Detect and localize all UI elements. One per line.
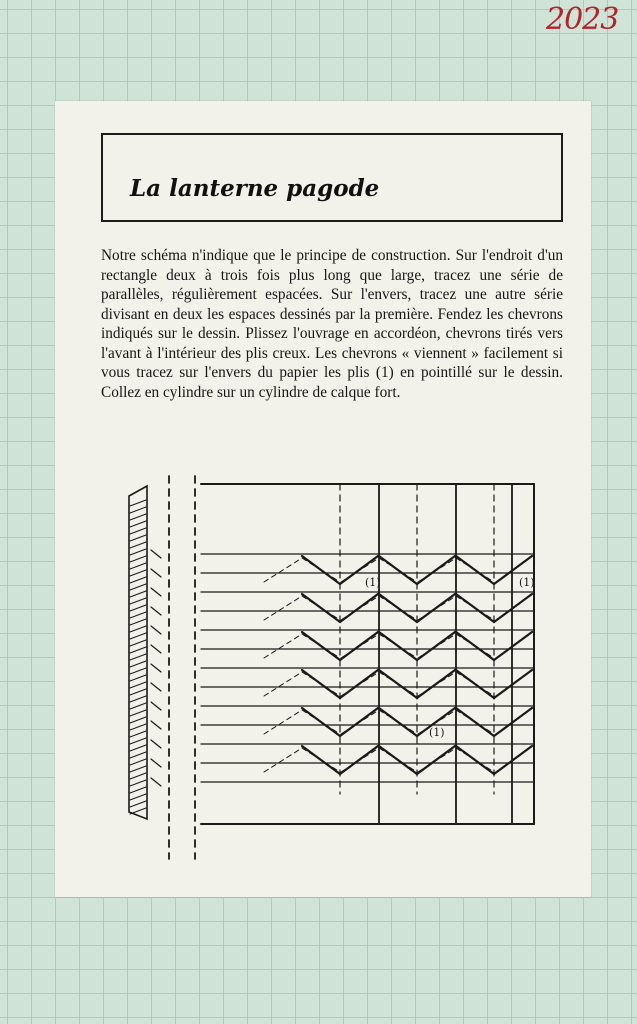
chevron-stroke — [456, 708, 494, 736]
chevron-stroke — [494, 632, 532, 660]
hatch-line — [130, 514, 146, 520]
hatch-line — [130, 682, 146, 688]
hatch-line — [130, 528, 146, 534]
hatch-line — [130, 598, 146, 604]
left-tick-mark — [151, 550, 161, 558]
hatch-line — [130, 787, 146, 793]
chevron-stroke — [456, 632, 494, 660]
hatch-line — [130, 570, 146, 576]
left-tick-mark — [151, 702, 161, 710]
hatch-line — [130, 731, 146, 737]
hatch-line — [130, 619, 146, 625]
chevron-stroke — [340, 746, 378, 774]
hatch-line — [130, 549, 146, 555]
instruction-paragraph: Notre schéma n'indique que le principe de construction. Sur l'endroit d'un rectangle deux à trois fois plus long que large, tracez une série de parallèles, régulièrement espacées. Sur l'envers, tracez une autre série divisant en deux les espaces dessinés par la première. Fendez les chevrons indiqués sur le dessin. Plissez l'ouvrage en accordéon, chevrons tirés vers l'avant à l'intérieur des plis creux. Les chevrons « viennent » facilement si vous tracez sur l'envers du papier les plis (1) en pointillé sur le dessin. Collez en cylindre sur un cylindre de calque fort. — [101, 247, 563, 401]
left-tick-mark — [151, 569, 161, 577]
chevron-stroke — [417, 670, 455, 698]
hatch-line — [130, 661, 146, 667]
chevron-stroke — [340, 632, 378, 660]
dashed-diagonal — [264, 634, 302, 658]
chevron-stroke — [456, 594, 494, 622]
hatch-line — [130, 647, 146, 653]
chevron-stroke — [494, 670, 532, 698]
hatch-line — [130, 584, 146, 590]
chevron-stroke — [302, 746, 340, 774]
left-tick-mark — [151, 740, 161, 748]
handwritten-year-number: 2023 — [546, 2, 619, 37]
dashed-diagonal — [264, 672, 302, 696]
title-frame — [101, 133, 563, 222]
chevron-stroke — [379, 632, 417, 660]
left-tick-mark — [151, 721, 161, 729]
chevron-stroke — [340, 594, 378, 622]
chevron-stroke — [417, 594, 455, 622]
hatch-line — [130, 724, 146, 730]
hatch-line — [130, 500, 146, 506]
hatch-line — [130, 808, 146, 814]
hatch-line — [130, 766, 146, 772]
hatch-line — [130, 542, 146, 548]
chevron-stroke — [379, 556, 417, 584]
chevron-stroke — [302, 708, 340, 736]
left-tick-mark — [151, 645, 161, 653]
hatch-line — [130, 745, 146, 751]
left-tick-mark — [151, 664, 161, 672]
chevron-stroke — [494, 594, 532, 622]
hatch-line — [130, 794, 146, 800]
hatch-line — [130, 640, 146, 646]
chevron-stroke — [302, 556, 340, 584]
hatch-line — [130, 605, 146, 611]
chevron-stroke — [494, 746, 532, 774]
chevron-stroke — [379, 594, 417, 622]
chevron-stroke — [456, 556, 494, 584]
hatch-line — [130, 633, 146, 639]
hatch-line — [130, 696, 146, 702]
hatch-line — [130, 654, 146, 660]
left-tick-mark — [151, 588, 161, 596]
left-tick-mark — [151, 683, 161, 691]
hatch-line — [130, 801, 146, 807]
chevron-stroke — [379, 708, 417, 736]
hatch-line — [130, 563, 146, 569]
chevron-stroke — [417, 556, 455, 584]
hatch-line — [130, 703, 146, 709]
chevron-stroke — [456, 746, 494, 774]
chevron-stroke — [302, 632, 340, 660]
chevron-stroke — [302, 670, 340, 698]
dashed-diagonal — [264, 558, 302, 582]
hatch-line — [130, 675, 146, 681]
chevron-stroke — [494, 708, 532, 736]
hatch-line — [130, 591, 146, 597]
hatch-line — [130, 780, 146, 786]
left-tick-mark — [151, 607, 161, 615]
chevron-stroke — [302, 594, 340, 622]
hatch-line — [130, 738, 146, 744]
chevron-stroke — [456, 670, 494, 698]
clipping-sheet — [55, 101, 591, 897]
hatch-line — [130, 626, 146, 632]
chevron-stroke — [340, 670, 378, 698]
fold-label-2: (1) — [519, 576, 535, 589]
hatch-line — [130, 759, 146, 765]
dashed-diagonal — [264, 710, 302, 734]
hatch-line — [130, 577, 146, 583]
left-tick-mark — [151, 778, 161, 786]
chevron-stroke — [379, 670, 417, 698]
hatch-line — [130, 752, 146, 758]
fold-label-3: (1) — [429, 726, 445, 739]
chevron-stroke — [417, 632, 455, 660]
hatch-line — [130, 612, 146, 618]
dashed-diagonal — [264, 748, 302, 772]
hatch-line — [130, 507, 146, 513]
hatch-line — [130, 521, 146, 527]
chevron-stroke — [379, 746, 417, 774]
dashed-diagonal — [264, 596, 302, 620]
hatch-line — [130, 710, 146, 716]
fold-label-1: (1) — [365, 576, 381, 589]
left-tick-mark — [151, 626, 161, 634]
chevron-stroke — [417, 746, 455, 774]
hatch-line — [130, 556, 146, 562]
page-title: La lanterne pagode — [130, 175, 380, 202]
lantern-folding-diagram — [117, 474, 537, 866]
hatch-line — [130, 535, 146, 541]
hatch-line — [130, 773, 146, 779]
chevron-stroke — [340, 708, 378, 736]
hatch-line — [130, 668, 146, 674]
hatch-line — [130, 717, 146, 723]
left-tick-mark — [151, 759, 161, 767]
hatch-line — [130, 689, 146, 695]
